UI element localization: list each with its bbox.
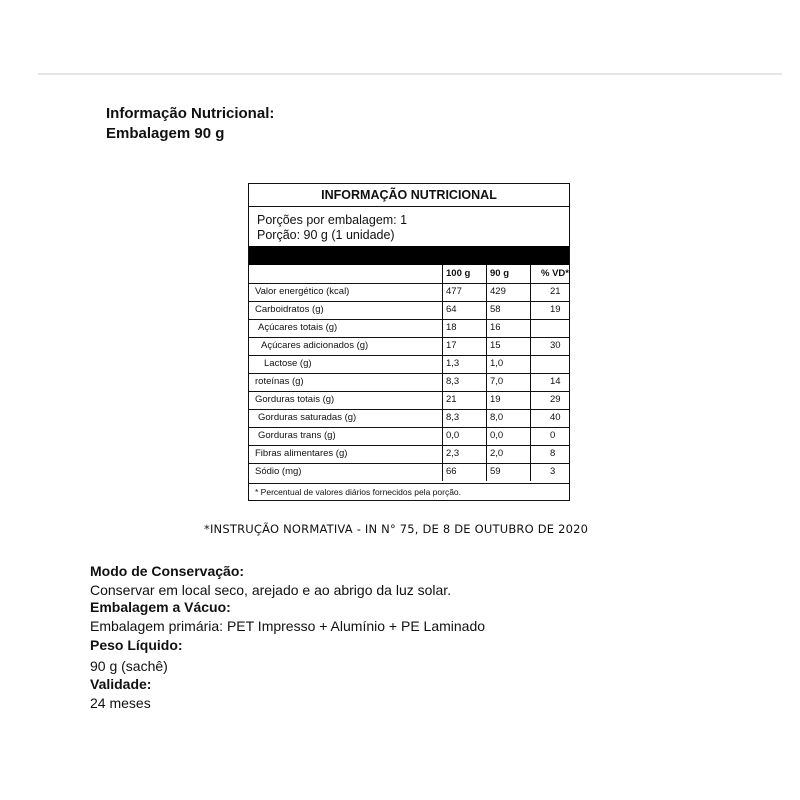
table-row [249,301,569,320]
row-value-vd [530,319,569,337]
table-row [249,319,569,338]
row-label: Gorduras totais (g) [255,394,335,405]
table-row [249,391,569,410]
row-value-100g: 8,3 [442,373,486,391]
row-value-90g: 7,0 [486,373,530,391]
row-value-90g: 16 [486,319,530,337]
row-label: Sódio (mg) [255,466,302,477]
row-value-90g: 2,0 [486,445,530,463]
row-value-90g: 15 [486,337,530,355]
row-value-vd: 21 [530,283,569,301]
validity-title: Validade: [90,676,152,692]
row-value-90g: 429 [486,283,530,301]
nutrition-table [248,183,570,501]
col-vd: % VD* [530,265,569,283]
normative-instruction: *INSTRUÇÃO NORMATIVA - IN N° 75, DE 8 DE OUTUBRO DE 2020 [204,522,589,536]
portion-size: Porção: 90 g (1 unidade) [257,228,395,242]
weight-title: Peso Líquido: [90,637,183,653]
row-value-vd: 3 [530,463,569,481]
package-heading: Embalagem 90 g [106,125,225,142]
weight-text: 90 g (sachê) [90,658,168,674]
row-value-90g: 0,0 [486,427,530,445]
row-value-90g: 8,0 [486,409,530,427]
row-label: Carboidratos (g) [255,304,324,315]
row-value-vd: 8 [530,445,569,463]
row-value-90g: 19 [486,391,530,409]
row-label: Valor energético (kcal) [255,286,350,297]
row-value-vd: 40 [530,409,569,427]
row-value-100g: 0,0 [442,427,486,445]
row-value-100g: 8,3 [442,409,486,427]
row-value-90g: 59 [486,463,530,481]
row-label: Lactose (g) [264,358,312,369]
row-label: roteínas (g) [255,376,304,387]
validity-text: 24 meses [90,695,151,711]
row-label: Açúcares adicionados (g) [261,340,369,351]
conservation-title: Modo de Conservação: [90,563,245,579]
row-value-90g: 58 [486,301,530,319]
row-value-100g: 66 [442,463,486,481]
table-footnote: * Percentual de valores diários fornecidos pela porção. [249,483,569,500]
table-row [249,409,569,428]
row-value-90g: 1,0 [486,355,530,373]
table-row [249,373,569,392]
top-divider [38,73,782,75]
row-value-100g: 17 [442,337,486,355]
row-value-100g: 1,3 [442,355,486,373]
table-header-row [249,265,569,284]
table-row [249,337,569,356]
table-black-band [249,246,569,265]
table-row [249,283,569,302]
table-title: INFORMAÇÃO NUTRICIONAL [249,184,569,207]
vacuum-text: Embalagem primária: PET Impresso + Alumínio + PE Laminado [90,618,486,634]
vacuum-title: Embalagem a Vácuo: [90,599,231,615]
portions-per-package: Porções por embalagem: 1 [257,213,408,227]
conservation-text: Conservar em local seco, arejado e ao abrigo da luz solar. [90,582,452,598]
table-row [249,355,569,374]
row-label: Açúcares totais (g) [258,322,338,333]
nutrition-heading: Informação Nutricional: [106,105,275,122]
row-value-vd: 29 [530,391,569,409]
row-value-vd: 30 [530,337,569,355]
row-value-vd: 19 [530,301,569,319]
portion-info [249,207,569,246]
row-value-100g: 477 [442,283,486,301]
row-value-vd: 14 [530,373,569,391]
table-row [249,463,569,481]
col-100g: 100 g [442,265,486,283]
row-value-vd [530,355,569,373]
row-value-100g: 18 [442,319,486,337]
row-value-100g: 2,3 [442,445,486,463]
row-label: Gorduras saturadas (g) [258,412,357,423]
row-label: Fibras alimentares (g) [255,448,348,459]
table-row [249,427,569,446]
table-row [249,445,569,464]
col-90g: 90 g [486,265,530,283]
row-value-100g: 64 [442,301,486,319]
row-label: Gorduras trans (g) [258,430,336,441]
row-value-vd: 0 [530,427,569,445]
row-value-100g: 21 [442,391,486,409]
